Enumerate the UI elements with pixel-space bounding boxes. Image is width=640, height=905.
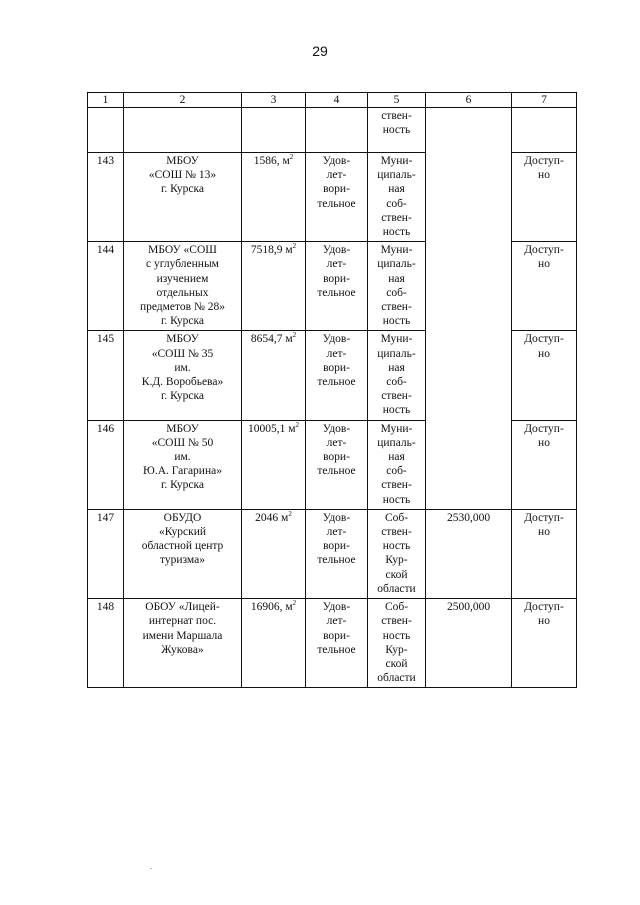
cell-area — [242, 108, 306, 153]
page-number: 29 — [312, 43, 328, 59]
header-col-7: 7 — [512, 93, 577, 108]
area-value: 7518,9 м — [250, 244, 293, 257]
area-unit-superscript: 2 — [292, 242, 297, 251]
cell-value — [426, 242, 512, 331]
cell-num: 145 — [88, 331, 124, 420]
area-value: 1586, м — [253, 155, 290, 167]
continuation-row — [88, 108, 577, 153]
table-row — [88, 509, 577, 598]
table-row — [88, 331, 577, 420]
cell-ownership: ствен- ность — [368, 108, 426, 153]
cell-num: 148 — [88, 599, 124, 688]
cell-status: Доступ- но — [512, 599, 577, 688]
cell-status: Доступ- но — [512, 420, 577, 509]
table-row — [88, 153, 577, 242]
cell-value: 2500,000 — [426, 599, 512, 688]
cell-status: Доступ- но — [512, 509, 577, 598]
cell-ownership: Муни- ципаль- ная соб- ствен- ность — [368, 242, 426, 331]
cell-value — [426, 153, 512, 242]
cell-name: ОБОУ «Лицей- интернат пос. имени Маршала Жукова» — [124, 599, 242, 688]
cell-name: ОБУДО «Курский областной центр туризма» — [124, 509, 242, 598]
cell-area — [242, 153, 306, 242]
scan-speck — [150, 868, 152, 869]
cell-value — [426, 108, 512, 153]
cell-value: 2530,000 — [426, 509, 512, 598]
cell-area — [242, 242, 306, 331]
cell-condition: Удов- лет- вори- тельное — [306, 509, 368, 598]
cell-ownership: Муни- ципаль- ная соб- ствен- ность — [368, 153, 426, 242]
cell-name — [124, 108, 242, 153]
area-unit-superscript: 2 — [288, 510, 292, 519]
cell-value — [426, 420, 512, 509]
cell-condition: Удов- лет- вори- тельное — [306, 242, 368, 331]
cell-num: 143 — [88, 153, 124, 242]
cell-area — [242, 599, 306, 688]
cell-status: Доступ- но — [512, 331, 577, 420]
cell-status — [512, 108, 577, 153]
cell-name: МБОУ «СОШ № 35 им. К.Д. Воробьева» г. Курска — [124, 331, 242, 420]
table-row — [88, 420, 577, 509]
cell-condition: Удов- лет- вори- тельное — [306, 599, 368, 688]
cell-condition: Удов- лет- вори- тельное — [306, 331, 368, 420]
cell-area — [242, 420, 306, 509]
cell-ownership: Муни- ципаль- ная соб- ствен- ность — [368, 420, 426, 509]
cell-area — [242, 509, 306, 598]
cell-num: 146 — [88, 420, 124, 509]
cell-name: МБОУ «СОШ с углубленным изучением отдельных предметов № 28» г. Курска — [124, 242, 242, 331]
header-col-1: 1 — [88, 93, 124, 108]
cell-num: 147 — [88, 509, 124, 598]
header-col-2: 2 — [124, 93, 242, 108]
area-unit-superscript: 2 — [295, 420, 300, 429]
cell-status: Доступ- но — [512, 153, 577, 242]
area-unit-superscript: 2 — [292, 599, 297, 608]
cell-name: МБОУ «СОШ № 50 им. Ю.А. Гагарина» г. Курска — [124, 420, 242, 509]
area-value: 2046 м — [255, 511, 289, 524]
table-header-row — [88, 93, 577, 108]
header-col-5: 5 — [368, 93, 426, 108]
cell-area — [242, 331, 306, 420]
header-col-3: 3 — [242, 93, 306, 108]
data-table — [87, 92, 577, 688]
cell-condition: Удов- лет- вори- тельное — [306, 420, 368, 509]
cell-condition: Удов- лет- вори- тельное — [306, 153, 368, 242]
header-col-6: 6 — [426, 93, 512, 108]
cell-name: МБОУ «СОШ № 13» г. Курска — [124, 153, 242, 242]
cell-ownership: Соб- ствен- ность Кур- ской области — [368, 509, 426, 598]
area-unit-superscript: 2 — [289, 153, 294, 162]
area-value: 10005,1 м — [247, 422, 296, 435]
header-col-4: 4 — [306, 93, 368, 108]
area-value: 8654,7 м — [250, 333, 293, 346]
cell-condition — [306, 108, 368, 153]
cell-ownership: Соб- ствен- ность Кур- ской области — [368, 599, 426, 688]
cell-num — [88, 108, 124, 153]
table-row — [88, 599, 577, 688]
cell-num: 144 — [88, 242, 124, 331]
table-row — [88, 242, 577, 331]
area-value: 16906, м — [250, 601, 293, 614]
cell-ownership: Муни- ципаль- ная соб- ствен- ность — [368, 331, 426, 420]
cell-value — [426, 331, 512, 420]
cell-status: Доступ- но — [512, 242, 577, 331]
area-unit-superscript: 2 — [292, 331, 297, 340]
